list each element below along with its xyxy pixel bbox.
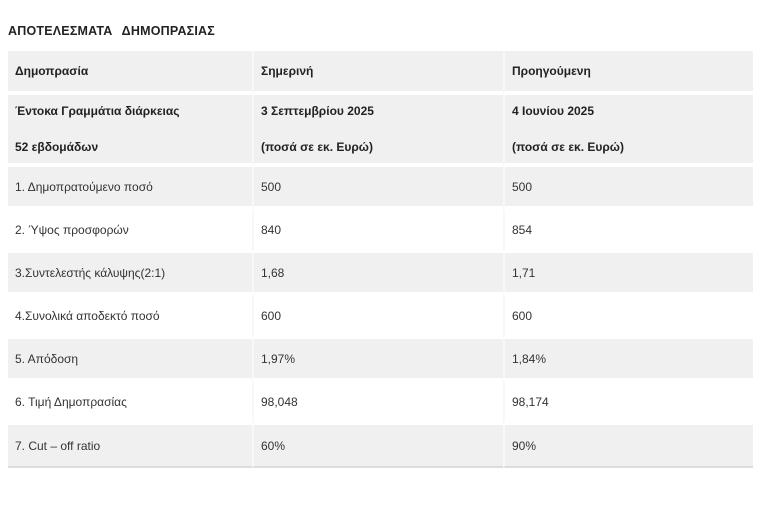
row-previous-value: 98,174 [503,382,753,425]
page-title: ΑΠΟΤΕΛΕΣΜΑΤΑ ΔΗΜΟΠΡΑΣΙΑΣ [8,24,215,38]
row-previous-value: 90% [503,425,753,468]
header-auction: Δημοπρασία [8,51,252,95]
current-auction-date: 3 Σεπτεμβρίου 2025 [261,104,374,118]
subheader-previous-cell [503,95,753,167]
previous-auction-date: 4 Ιουνίου 2025 [512,104,595,118]
table-subheader-row [8,95,753,167]
row-label: 6. Τιμή Δημοπρασίας [8,382,252,425]
table-header-row [8,51,753,95]
row-previous-value: 600 [503,296,753,339]
previous-amount-unit: (ποσά σε εκ. Ευρώ) [512,140,624,154]
row-current-value: 1,97% [252,339,503,382]
table-row-auction-price [8,382,753,425]
row-previous-value: 1,84% [503,339,753,382]
row-previous-value: 500 [503,167,753,210]
table-row-accepted-amount [8,296,753,339]
row-label: 5. Απόδοση [8,339,252,382]
row-previous-value: 1,71 [503,253,753,296]
instrument-duration: 52 εβδομάδων [15,140,99,154]
row-label: 1. Δημοπρατούμενο ποσό [8,167,252,210]
table-row-cut-off-ratio [8,425,753,468]
row-current-value: 840 [252,210,503,253]
row-current-value: 600 [252,296,503,339]
subheader-current-cell [252,95,503,167]
row-current-value: 500 [252,167,503,210]
row-previous-value: 854 [503,210,753,253]
row-label: 2. Ύψος προσφορών [8,210,252,253]
table-row-coverage-ratio [8,253,753,296]
subheader-auction-cell [8,95,252,167]
current-amount-unit: (ποσά σε εκ. Ευρώ) [261,140,373,154]
row-current-value: 1,68 [252,253,503,296]
row-current-value: 60% [252,425,503,468]
row-label: 3.Συντελεστής κάλυψης(2:1) [8,253,252,296]
table-row-yield [8,339,753,382]
instrument-name: Έντοκα Γραμμάτια διάρκειας [15,104,180,118]
table-row-total-bids [8,210,753,253]
header-current: Σημερινή [252,51,503,95]
row-label: 4.Συνολικά αποδεκτό ποσό [8,296,252,339]
auction-results-table [8,51,753,468]
header-previous: Προηγούμενη [503,51,753,95]
row-current-value: 98,048 [252,382,503,425]
row-label: 7. Cut – off ratio [8,425,252,468]
table-row-auctioned-amount [8,167,753,210]
